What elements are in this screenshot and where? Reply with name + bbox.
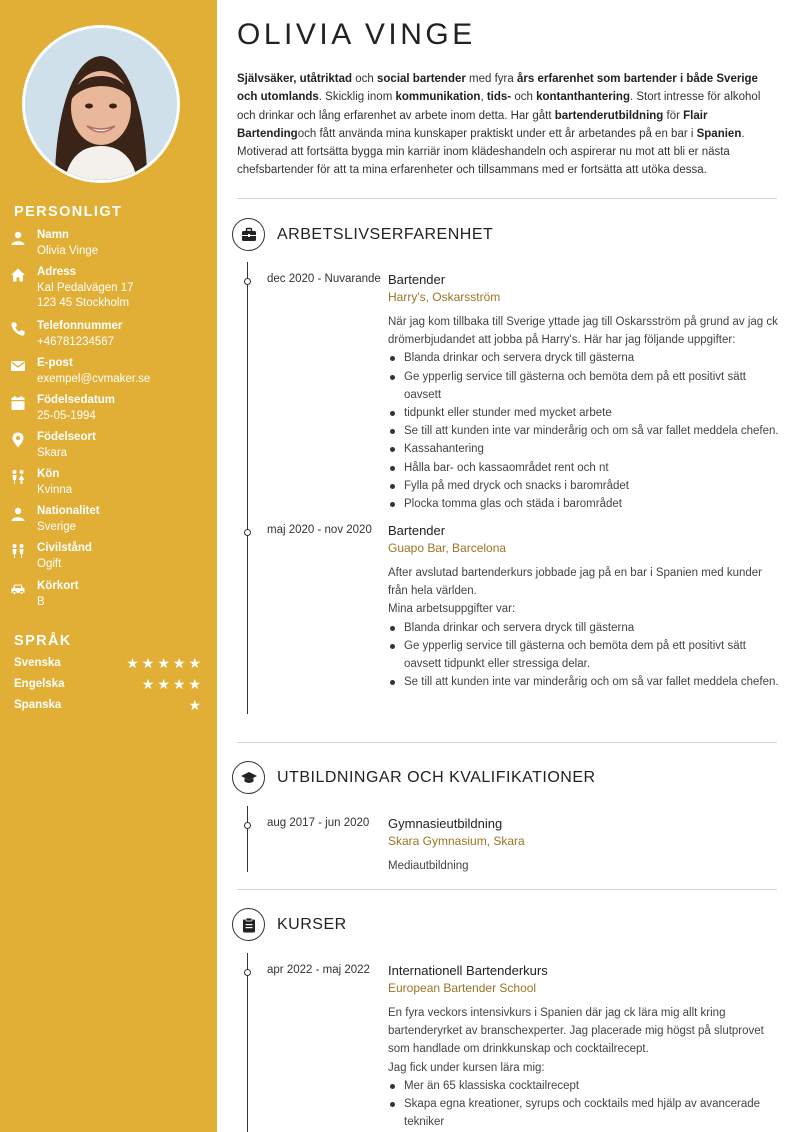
summary-text: och fått använda mina kunskaper praktiskt under ett år arbetandes på en bar i	[297, 127, 697, 140]
profile-summary	[237, 70, 777, 180]
description-paragraph: En fyra veckors intensivkurs i Spanien där jag ck lära mig allt kring bartenderyrket av branschexperter. Jag placerade mig högst på slutprovet som handlade om drinkkunskap och cocktailrecept.	[388, 1007, 764, 1056]
description-bullet: Blanda drinkar och servera dryck till gästerna	[388, 349, 780, 367]
entry-description	[388, 1004, 780, 1131]
calendar-icon	[10, 395, 26, 411]
language-row	[14, 699, 204, 715]
personal-value: Kal Pedalvägen 17	[37, 282, 134, 294]
home-icon	[10, 267, 26, 283]
education-section-title: UTBILDNINGAR OCH KVALIFIKATIONER	[277, 769, 596, 786]
personal-value: 25-05-1994	[37, 410, 96, 422]
timeline-dot	[244, 278, 251, 285]
personal-label: Namn	[37, 229, 69, 241]
phone-icon	[10, 321, 26, 337]
entry-title: Internationell Bartenderkurs	[388, 963, 548, 978]
description-bullet: Se till att kunden inte var minderårig och om så var fallet meddela chefen.	[388, 422, 780, 440]
personal-label: Födelseort	[37, 431, 96, 443]
summary-text: bartenderutbildning	[554, 109, 664, 122]
personal-value: Olivia Vinge	[37, 245, 99, 257]
summary-text: ,	[480, 91, 487, 104]
description-bullet: Se till att kunden inte var minderårig och om så var fallet meddela chefen.	[388, 673, 780, 691]
courses-section-title: KURSER	[277, 916, 347, 933]
entry-title: Gymnasieutbildning	[388, 816, 503, 831]
personal-label: Födelsedatum	[37, 394, 115, 406]
personal-label: Adress	[37, 266, 76, 278]
summary-text: för	[663, 109, 684, 122]
personal-value: exempel@cvmaker.se	[37, 373, 151, 385]
personal-item-telefonnummer	[10, 319, 210, 353]
description-bullet: Plocka tomma glas och städa i barområdet	[388, 495, 780, 513]
description-bullet: Ge ypperlig service till gästerna och bemöta dem på ett positivt sätt oavsett tidpunkt eller stressiga delar.	[388, 637, 780, 673]
description-bullet: Hålla bar- och kassaområdet rent och nt	[388, 459, 780, 477]
personal-value: Sverige	[37, 521, 76, 533]
summary-text: social bartender	[377, 73, 466, 85]
sidebar	[0, 0, 217, 1132]
timeline-dot	[244, 822, 251, 829]
personal-item-adress	[10, 265, 210, 309]
language-rating-stars: ★	[188, 697, 204, 713]
timeline-dot	[244, 529, 251, 536]
timeline-dot	[244, 969, 251, 976]
summary-text: Självsäker, utåtriktad	[237, 73, 353, 85]
entry-date: maj 2020 - nov 2020	[267, 524, 372, 536]
personal-item-namn	[10, 228, 210, 262]
language-name: Spanska	[14, 699, 62, 711]
profile-photo	[22, 25, 180, 183]
description-paragraph: Mediautbildning	[388, 860, 469, 872]
personal-label: E-post	[37, 357, 73, 369]
personal-label: Körkort	[37, 580, 79, 592]
entry-date: apr 2022 - maj 2022	[267, 964, 370, 976]
person-icon	[10, 230, 26, 246]
personal-label: Kön	[37, 468, 60, 480]
summary-text: med fyra	[465, 73, 517, 85]
divider	[237, 889, 777, 890]
description-bullet: Mer än 65 klassiska cocktailrecept	[388, 1077, 780, 1095]
summary-text: Flair Bartending	[237, 109, 708, 140]
divider	[237, 198, 777, 199]
personal-label: Telefonnummer	[37, 320, 123, 332]
description-bullet: tidpunkt eller stunder med mycket arbete	[388, 404, 780, 422]
summary-text: kontanthantering	[536, 91, 630, 104]
languages-section-title: SPRÅK	[14, 633, 72, 649]
summary-text: och	[511, 91, 537, 104]
entry-organization: Guapo Bar, Barcelona	[388, 541, 507, 555]
divider	[237, 742, 777, 743]
personal-value: B	[37, 596, 45, 608]
description-paragraph: Mina arbetsuppgifter var:	[388, 603, 516, 616]
personal-item-k-n	[10, 467, 210, 501]
entry-organization: Harry's, Oskarsström	[388, 290, 501, 304]
summary-text: . Motiverad att fortsätta bygga min karriär inom klädeshandeln och aspirerar nu mot att bli er nästa chefsbartender för att ta mina erfarenheter och tillsammans med er fortsätta att utöka dessa.	[237, 127, 745, 177]
summary-text: kommunikation	[395, 91, 481, 104]
entry-description	[388, 564, 780, 691]
description-bullet: Fylla på med dryck och snacks i barområdet	[388, 477, 780, 495]
description-bullet: Skapa egna kreationer, syrups och cocktails med hjälp av avancerade tekniker	[388, 1095, 780, 1131]
timeline-line	[247, 262, 248, 714]
language-name: Engelska	[14, 678, 65, 690]
entry-date: aug 2017 - jun 2020	[267, 817, 370, 829]
person-icon	[10, 506, 26, 522]
personal-item-nationalitet	[10, 504, 210, 538]
entry-description	[388, 313, 780, 513]
gender-icon	[10, 469, 26, 485]
description-paragraph: Jag fick under kursen lära mig:	[388, 1061, 545, 1074]
description-bullet: Ge ypperlig service till gästerna och bemöta dem på ett positivt sätt oavsett	[388, 368, 780, 404]
summary-text: . Skicklig inom	[318, 91, 396, 104]
summary-text: . Stort intresse för alkohol och drinkar och lång erfarenhet av arbete inom detta. Har gått	[237, 91, 761, 122]
personal-label: Nationalitet	[37, 505, 100, 517]
description-list	[388, 619, 780, 692]
language-row	[14, 678, 204, 694]
description-list	[388, 1077, 780, 1132]
entry-organization: European Bartender School	[388, 981, 537, 995]
personal-item-f-delsedatum	[10, 393, 210, 427]
entry-date: dec 2020 - Nuvarande	[267, 273, 381, 285]
entry-description	[388, 857, 780, 875]
couple-icon	[10, 543, 26, 559]
entry-title: Bartender	[388, 272, 446, 287]
description-list	[388, 349, 780, 513]
description-paragraph: After avslutad bartenderkurs jobbade jag på en bar i Spanien med kunder från hela världen.	[388, 567, 762, 598]
location-pin-icon	[10, 432, 26, 448]
experience-section-title: ARBETSLIVSERFARENHET	[277, 226, 494, 243]
language-row	[14, 657, 204, 673]
personal-item-f-delseort	[10, 430, 210, 464]
personal-value: Skara	[37, 447, 68, 459]
personal-item-k-rkort	[10, 579, 210, 613]
language-rating-stars: ★★★★	[141, 676, 204, 692]
entry-title: Bartender	[388, 523, 446, 538]
summary-text: års erfarenhet som bartender i både Sverige och utomlands	[237, 73, 758, 104]
car-icon	[10, 581, 26, 597]
graduation-cap-icon	[232, 761, 265, 794]
timeline-line	[247, 953, 248, 1132]
personal-value: Kvinna	[37, 484, 73, 496]
personal-section-title: PERSONLIGT	[14, 204, 123, 220]
summary-text: Spanien	[696, 127, 742, 140]
personal-value: +46781234567	[37, 336, 115, 348]
description-bullet: Blanda drinkar och servera dryck till gästerna	[388, 619, 780, 637]
personal-value: Ogift	[37, 558, 62, 570]
mail-icon	[10, 358, 26, 374]
description-paragraph: När jag kom tillbaka till Sverige yttade jag till Oskarsström på grund av jag ck drömerbjudandet att jobba på Harry's. Här har jag följande uppgifter:	[388, 316, 778, 347]
personal-item-e-post	[10, 356, 210, 390]
summary-text: tids-	[486, 91, 512, 104]
candidate-name: OLIVIA VINGE	[237, 18, 476, 51]
language-name: Svenska	[14, 657, 61, 669]
language-rating-stars: ★★★★★	[126, 655, 204, 671]
timeline-line	[247, 806, 248, 872]
briefcase-icon	[232, 218, 265, 251]
personal-label: Civilstånd	[37, 542, 92, 554]
personal-item-civilst-nd	[10, 541, 210, 575]
personal-value-line2: 123 45 Stockholm	[37, 297, 130, 309]
summary-text: och	[352, 73, 377, 85]
clipboard-icon	[232, 908, 265, 941]
description-bullet: Kassahantering	[388, 440, 780, 458]
entry-organization: Skara Gymnasium, Skara	[388, 834, 525, 848]
